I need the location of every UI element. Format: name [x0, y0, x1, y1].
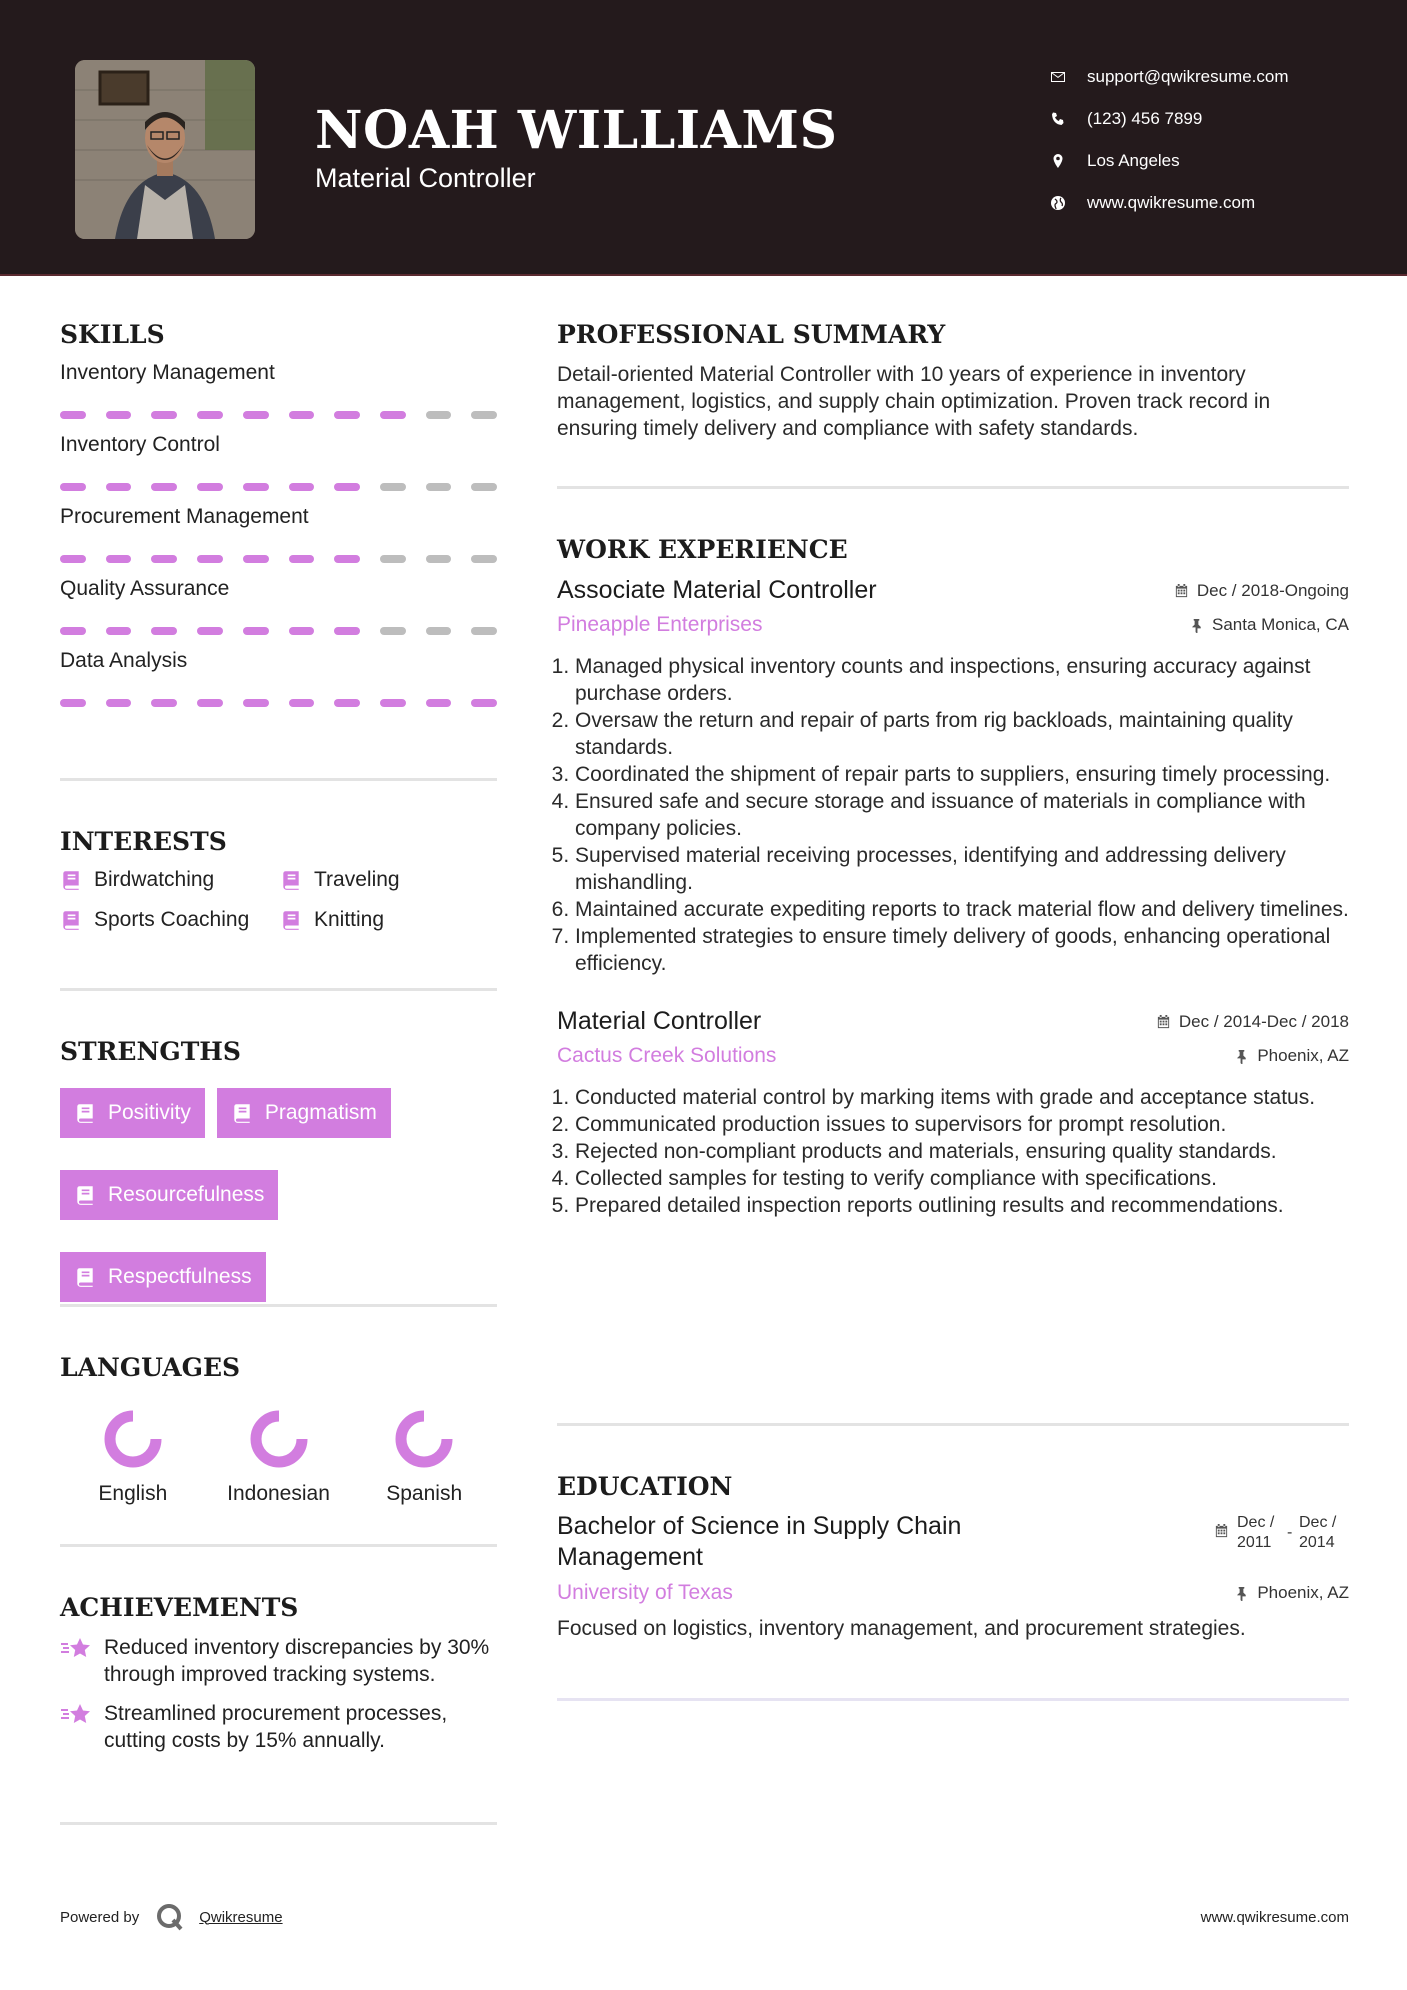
- skill-level-dash: [471, 555, 497, 563]
- experience-section: [557, 489, 1349, 1423]
- summary-text: Detail-oriented Material Controller with 10 years of experience in inventory management, logistics, and supply chain optimization. Proven track record in ensuring timely delivery and compliance with safety standards.: [557, 363, 1271, 440]
- summary-heading: PROFESSIONAL SUMMARY: [557, 320, 946, 349]
- footer: [60, 1902, 1349, 1932]
- book-icon: [231, 1102, 253, 1124]
- skill-level-dash: [106, 411, 132, 419]
- globe-icon: [1050, 195, 1087, 211]
- skill-level-dash: [197, 411, 223, 419]
- skill-name: Data Analysis: [60, 649, 188, 672]
- phone-icon: [1050, 111, 1087, 127]
- skill-level-dash: [243, 411, 269, 419]
- interest-label: Knitting: [314, 908, 385, 931]
- skill-level-bar: [60, 699, 497, 707]
- contact-phone[interactable]: [1050, 98, 1289, 140]
- calendar-icon: [1214, 1523, 1229, 1538]
- job-bullet: 2. Oversaw the return and repair of parts from rig backloads, maintaining quality standards.: [575, 707, 1349, 761]
- job-bullet: 4. Collected samples for testing to verify compliance with specifications.: [575, 1165, 1349, 1192]
- job-bullet: 4. Ensured safe and secure storage and issuance of materials in compliance with company policies.: [575, 788, 1349, 842]
- skill-level-dash: [151, 411, 177, 419]
- skill-level-dash: [426, 699, 452, 707]
- strength-tag: [60, 1088, 205, 1138]
- skill-level-dash: [60, 411, 86, 419]
- job-location-text: Phoenix, AZ: [1257, 1046, 1349, 1065]
- language-name: Indonesian: [227, 1482, 330, 1505]
- language-name: English: [98, 1482, 168, 1505]
- job-bullet: 7. Implemented strategies to ensure timely delivery of goods, enhancing operational efficiency.: [575, 923, 1349, 977]
- education-start-date: Dec / 2011: [1237, 1514, 1275, 1551]
- skill-level-dash: [197, 483, 223, 491]
- book-icon: [60, 869, 82, 891]
- skills-section: [60, 320, 497, 778]
- skill-level-dash: [426, 627, 452, 635]
- education-heading: EDUCATION: [557, 1472, 733, 1501]
- skill-level-dash: [426, 411, 452, 419]
- skills-heading: SKILLS: [60, 320, 165, 349]
- skill-level-dash: [60, 483, 86, 491]
- contact-location: [1050, 140, 1289, 182]
- left-column: [60, 320, 497, 1825]
- skill-level-dash: [380, 555, 406, 563]
- skill-level-dash: [151, 555, 177, 563]
- book-icon: [74, 1102, 96, 1124]
- skill-level-dash: [106, 627, 132, 635]
- job-bullet: 1. Managed physical inventory counts and inspections, ensuring accuracy against purchase orders.: [575, 653, 1349, 707]
- skill-level-dash: [426, 555, 452, 563]
- job-dates-text: Dec / 2014-Dec / 2018: [1178, 1011, 1349, 1031]
- skill-level-dash: [197, 555, 223, 563]
- skill-level-dash: [197, 627, 223, 635]
- skill-level-dash: [334, 483, 360, 491]
- education-end-date: Dec / 2014: [1299, 1514, 1337, 1551]
- skill-level-dash: [471, 483, 497, 491]
- job-dates: [1174, 581, 1349, 601]
- skill-level-dash: [380, 483, 406, 491]
- skill-name: Quality Assurance: [60, 577, 230, 600]
- strength-label: Positivity: [108, 1101, 191, 1124]
- strengths-list: [60, 1088, 497, 1302]
- contact-email[interactable]: [1050, 56, 1289, 98]
- skill-level-dash: [471, 627, 497, 635]
- interest-label: Traveling: [314, 868, 400, 891]
- calendar-icon: [1174, 583, 1189, 598]
- pushpin-icon: [1234, 1049, 1249, 1064]
- job-bullet: 2. Communicated production issues to supervisors for prompt resolution.: [575, 1111, 1349, 1138]
- contact-email-text: support@qwikresume.com: [1087, 67, 1289, 86]
- skill-level-dash: [197, 699, 223, 707]
- interests-list: [60, 868, 497, 932]
- achievement-item: [60, 1634, 497, 1688]
- school-name: University of Texas: [557, 1581, 733, 1604]
- envelope-icon: [1050, 69, 1087, 85]
- skill-level-dash: [106, 699, 132, 707]
- education-location: [1234, 1583, 1349, 1603]
- pushpin-icon: [1189, 618, 1204, 633]
- skill-level-dash: [151, 483, 177, 491]
- skill-level-dash: [334, 627, 360, 635]
- contact-website-text: www.qwikresume.com: [1087, 193, 1256, 212]
- contact-phone-text: (123) 456 7899: [1087, 109, 1203, 128]
- interest-item: [60, 868, 280, 892]
- achievement-text: Streamlined procurement processes, cutting costs by 15% annually.: [104, 1702, 448, 1752]
- skill-level-dash: [289, 555, 315, 563]
- education-section: [557, 1426, 1349, 1698]
- languages-heading: LANGUAGES: [60, 1353, 241, 1382]
- job-dates: [1156, 1012, 1349, 1032]
- brand-link[interactable]: Qwikresume: [199, 1908, 283, 1926]
- strength-label: Pragmatism: [264, 1101, 377, 1124]
- skill-level-dash: [289, 699, 315, 707]
- job-bullets: [557, 1084, 1349, 1219]
- strength-tag: [60, 1252, 266, 1302]
- skill-level-dash: [380, 699, 406, 707]
- book-icon: [74, 1266, 96, 1288]
- achievement-item: [60, 1700, 497, 1754]
- contact-website[interactable]: [1050, 182, 1289, 224]
- job-bullet: 3. Rejected non-compliant products and materials, ensuring quality standards.: [575, 1138, 1349, 1165]
- strength-tag: [217, 1088, 391, 1138]
- experience-heading: WORK EXPERIENCE: [557, 535, 848, 564]
- interest-label: Birdwatching: [94, 868, 215, 891]
- candidate-name: NOAH WILLIAMS: [315, 100, 838, 161]
- company-name: Pineapple Enterprises: [557, 613, 763, 636]
- skill-level-dash: [60, 699, 86, 707]
- interest-item: [60, 908, 280, 932]
- book-icon: [280, 869, 302, 891]
- contact-list: [1050, 56, 1289, 224]
- achievements-heading: ACHIEVEMENTS: [60, 1593, 299, 1622]
- calendar-icon: [1156, 1014, 1171, 1029]
- language-item: [206, 1408, 352, 1506]
- skill-level-dash: [289, 483, 315, 491]
- job-dates-text: Dec / 2018-Ongoing: [1196, 580, 1349, 600]
- summary-section: [557, 320, 1349, 486]
- education-location-text: Phoenix, AZ: [1257, 1583, 1349, 1602]
- job-location-text: Santa Monica, CA: [1211, 615, 1349, 634]
- pushpin-icon: [1234, 1586, 1249, 1601]
- strength-label: Respectfulness: [108, 1265, 252, 1288]
- skill-level-dash: [289, 411, 315, 419]
- job-bullet: 1. Conducted material control by marking items with grade and acceptance status.: [575, 1084, 1349, 1111]
- job-entry: [557, 1007, 1349, 1219]
- skill-level-dash: [334, 411, 360, 419]
- skill-level-bar: [60, 555, 497, 563]
- interest-item: [280, 868, 480, 892]
- language-name: Spanish: [386, 1482, 463, 1505]
- powered-by-label: Powered by: [60, 1908, 140, 1926]
- skill-level-dash: [151, 699, 177, 707]
- skill-level-dash: [380, 627, 406, 635]
- language-item: [60, 1408, 206, 1506]
- job-title: Associate Material Controller: [557, 576, 877, 604]
- shooting-star-icon: [60, 1700, 104, 1754]
- skill-name: Inventory Management: [60, 361, 275, 384]
- skill-level-dash: [243, 699, 269, 707]
- right-column: [557, 320, 1349, 1701]
- strength-label: Resourcefulness: [108, 1183, 265, 1206]
- language-level-ring: [102, 1408, 164, 1470]
- interests-heading: INTERESTS: [60, 827, 227, 856]
- resume-header: [0, 0, 1407, 276]
- qwikresume-logo-icon: [155, 1902, 185, 1932]
- skill-level-dash: [380, 411, 406, 419]
- job-bullet: 3. Coordinated the shipment of repair parts to suppliers, ensuring timely processing.: [575, 761, 1349, 788]
- skill-level-dash: [471, 411, 497, 419]
- skill-level-dash: [243, 627, 269, 635]
- book-icon: [280, 909, 302, 931]
- book-icon: [60, 909, 82, 931]
- job-bullet: 5. Prepared detailed inspection reports outlining results and recommendations.: [575, 1192, 1349, 1219]
- skill-level-dash: [289, 627, 315, 635]
- contact-location-text: Los Angeles: [1087, 151, 1180, 170]
- achievement-text: Reduced inventory discrepancies by 30% through improved tracking systems.: [104, 1636, 490, 1686]
- education-dates: Dec / 2011 - Dec / 2014: [1214, 1513, 1349, 1553]
- footer-url[interactable]: www.qwikresume.com: [1200, 1908, 1349, 1926]
- job-location: [1189, 615, 1349, 635]
- book-icon: [74, 1184, 96, 1206]
- job-entry: [557, 576, 1349, 977]
- skill-level-dash: [106, 555, 132, 563]
- languages-list: [60, 1408, 497, 1506]
- skill-name: Procurement Management: [60, 505, 309, 528]
- skill-level-dash: [151, 627, 177, 635]
- education-description: Focused on logistics, inventory management, and procurement strategies.: [557, 1617, 1246, 1640]
- candidate-title: Material Controller: [315, 163, 536, 193]
- interests-section: [60, 781, 497, 988]
- profile-photo: [75, 60, 255, 239]
- skill-name: Inventory Control: [60, 433, 220, 456]
- skill-level-dash: [243, 483, 269, 491]
- skill-level-dash: [243, 555, 269, 563]
- skill-level-dash: [334, 555, 360, 563]
- skill-level-bar: [60, 411, 497, 419]
- language-level-ring: [393, 1408, 455, 1470]
- job-bullets: [557, 653, 1349, 977]
- language-level-ring: [248, 1408, 310, 1470]
- section-divider: [60, 1822, 497, 1825]
- interest-item: [280, 908, 480, 932]
- skill-level-dash: [60, 555, 86, 563]
- language-item: [351, 1408, 497, 1506]
- section-divider: [557, 1698, 1349, 1701]
- degree-title: Bachelor of Science in Supply Chain Management: [557, 1512, 962, 1571]
- skill-level-dash: [60, 627, 86, 635]
- job-bullet: 6. Maintained accurate expediting reports to track material flow and delivery timelines.: [575, 896, 1349, 923]
- skill-level-bar: [60, 483, 497, 491]
- company-name: Cactus Creek Solutions: [557, 1044, 777, 1067]
- languages-section: [60, 1307, 497, 1544]
- achievements-section: [60, 1547, 497, 1822]
- job-title: Material Controller: [557, 1007, 762, 1035]
- skill-level-dash: [426, 483, 452, 491]
- map-pin-icon: [1050, 153, 1087, 169]
- strengths-section: [60, 991, 497, 1304]
- strengths-heading: STRENGTHS: [60, 1037, 241, 1066]
- job-bullet: 5. Supervised material receiving processes, identifying and addressing delivery mishandling.: [575, 842, 1349, 896]
- job-location: [1234, 1046, 1349, 1066]
- powered-by: [60, 1902, 283, 1932]
- interest-label: Sports Coaching: [94, 908, 250, 931]
- skill-level-dash: [106, 483, 132, 491]
- skill-level-dash: [334, 699, 360, 707]
- strength-tag: [60, 1170, 278, 1220]
- shooting-star-icon: [60, 1634, 104, 1688]
- skill-level-dash: [471, 699, 497, 707]
- skill-level-bar: [60, 627, 497, 635]
- skills-list: [60, 361, 497, 707]
